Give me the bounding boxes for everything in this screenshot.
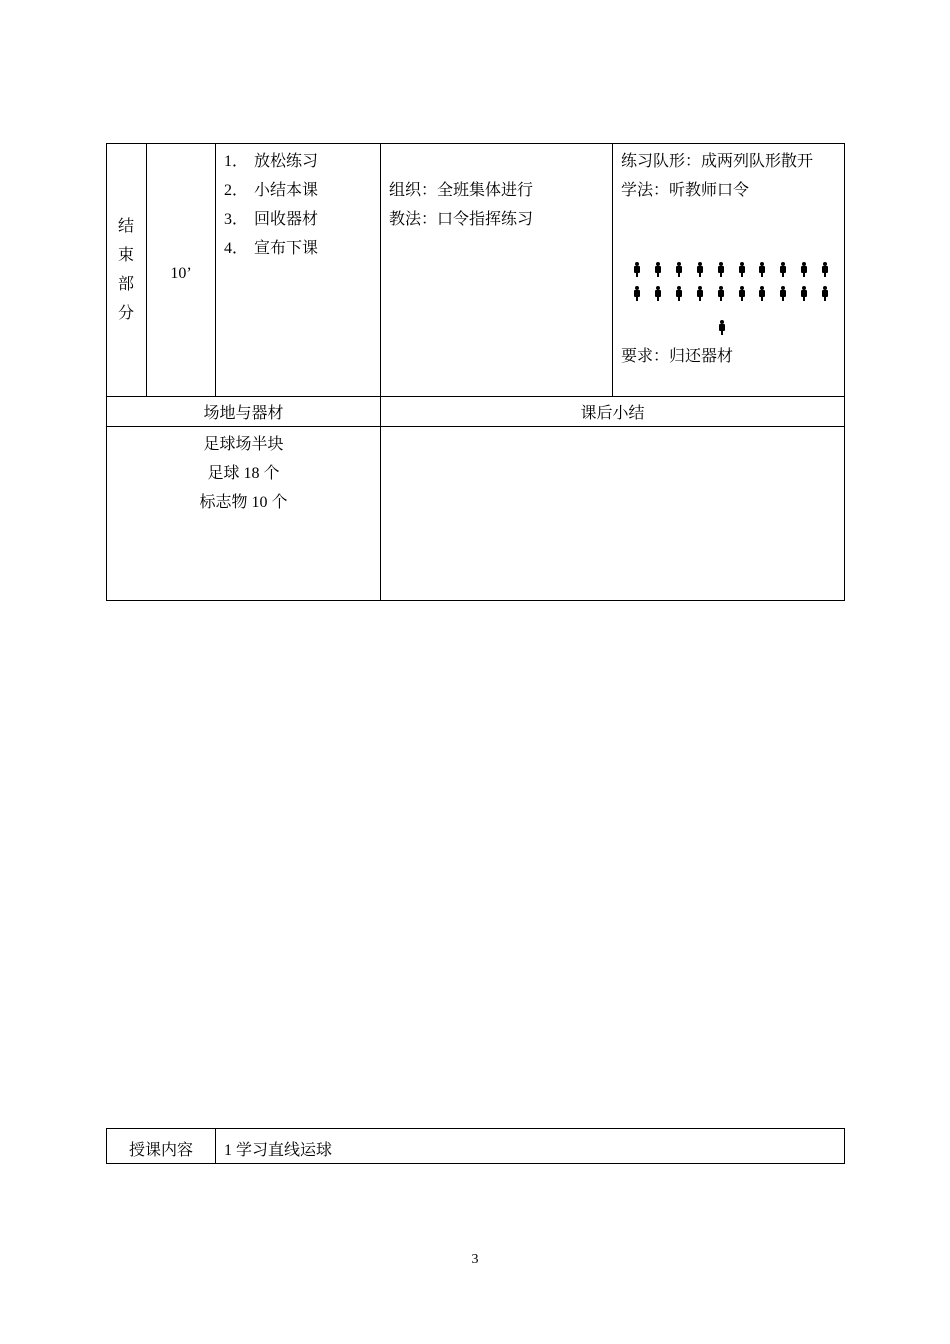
person-icon — [821, 262, 829, 277]
content-item — [224, 239, 318, 259]
item-text: 小结本课 — [254, 182, 319, 199]
person-icon — [654, 262, 662, 277]
section-label-char: 结 — [117, 218, 134, 235]
person-icon — [696, 262, 704, 277]
person-icon — [800, 262, 808, 277]
summary-header: 课后小结 — [580, 405, 645, 422]
time-value: 10’ — [170, 265, 192, 282]
venue-header: 场地与器材 — [203, 405, 284, 422]
lesson-content-label: 授课内容 — [128, 1142, 193, 1159]
person-icon — [717, 286, 725, 301]
method-text: 教法：口令指挥练习 — [389, 211, 534, 228]
organization-text: 组织：全班集体进行 — [389, 182, 534, 199]
requirement-text: 要求：归还器材 — [621, 348, 734, 365]
equipment-item: 足球场半块 — [203, 436, 284, 453]
study-text: 学法：听教师口令 — [621, 182, 750, 199]
person-icon — [717, 262, 725, 277]
section-label — [107, 212, 145, 328]
person-icon — [738, 286, 746, 301]
person-icon — [738, 262, 746, 277]
person-icon — [675, 286, 683, 301]
person-icon — [800, 286, 808, 301]
person-icon — [779, 286, 787, 301]
content-item — [224, 152, 318, 172]
content-item — [224, 181, 318, 201]
person-icon — [758, 286, 766, 301]
person-icon — [758, 262, 766, 277]
page-number: 3 — [471, 1252, 479, 1267]
section-label-char: 分 — [117, 305, 134, 322]
person-icon — [779, 262, 787, 277]
equipment-item: 足球 18 个 — [207, 465, 280, 482]
section-label-char: 部 — [117, 276, 134, 293]
lesson-content-value: 1 学习直线运球 — [224, 1142, 333, 1159]
content-item — [224, 210, 318, 230]
person-icon — [696, 286, 704, 301]
person-icon — [633, 262, 641, 277]
item-text: 放松练习 — [254, 153, 319, 170]
equipment-item: 标志物 10 个 — [199, 494, 288, 511]
person-icon — [718, 320, 726, 335]
formation-text: 练习队形：成两列队形散开 — [621, 153, 814, 170]
section-label-char: 束 — [117, 247, 134, 264]
item-number: 3． — [224, 211, 249, 228]
person-icon — [821, 286, 829, 301]
item-text: 回收器材 — [254, 211, 319, 228]
item-number: 4． — [224, 240, 249, 257]
item-number: 1． — [224, 153, 249, 170]
person-icon — [675, 262, 683, 277]
item-number: 2． — [224, 182, 249, 199]
person-icon — [633, 286, 641, 301]
item-text: 宣布下课 — [254, 240, 319, 257]
person-icon — [654, 286, 662, 301]
formation-diagram — [612, 255, 844, 340]
